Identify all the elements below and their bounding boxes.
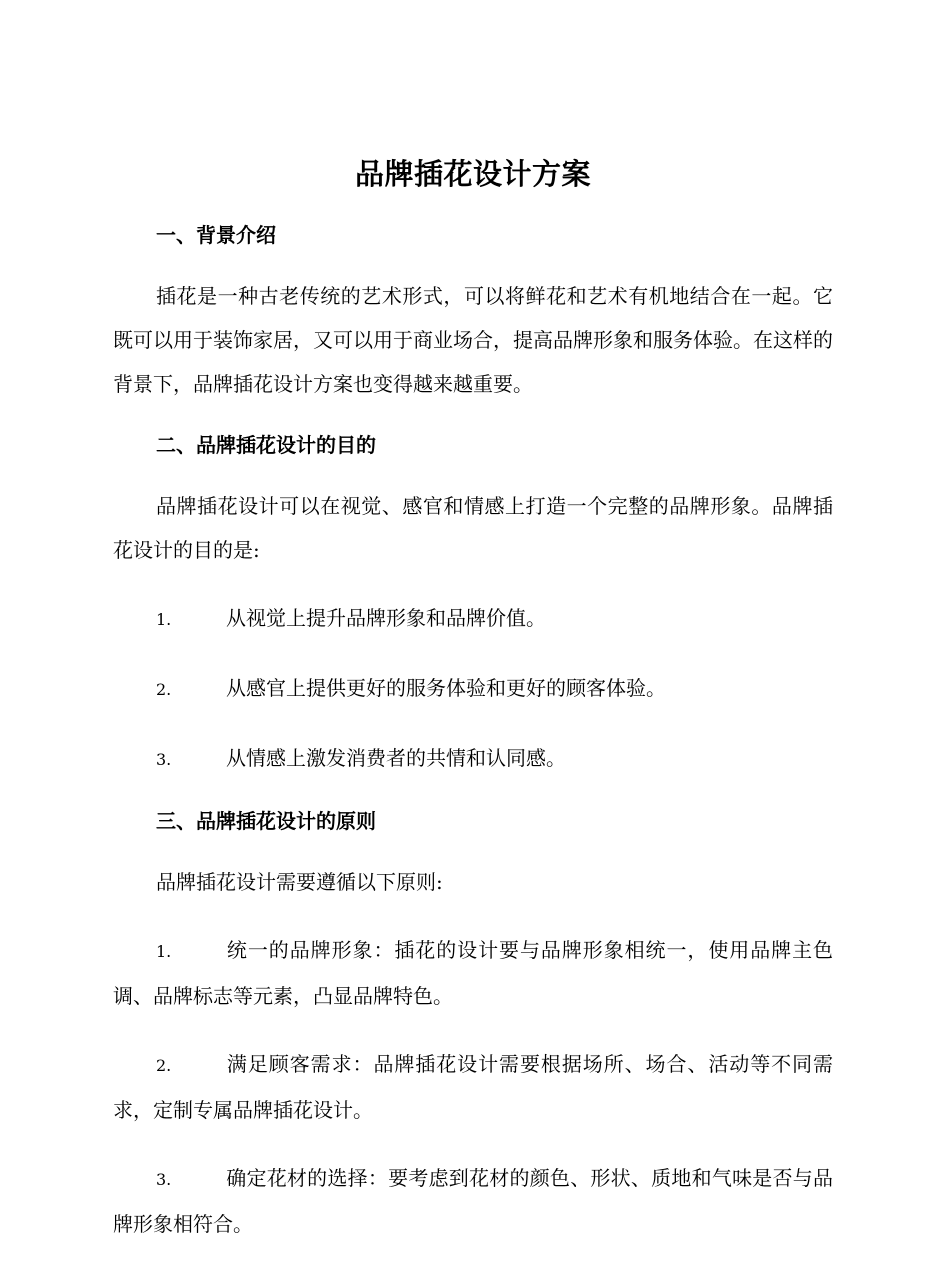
- list-text: 确定花材的选择：要考虑到花材的颜色、形状、质地和气味是否与品牌形象相符合。: [113, 1166, 833, 1236]
- list-item: [113, 928, 833, 1018]
- list-number: 2.: [156, 1056, 172, 1075]
- list-item: [113, 666, 833, 712]
- list-text: 满足顾客需求：品牌插花设计需要根据场所、场合、活动等不同需求，定制专属品牌插花设计。: [113, 1052, 833, 1122]
- section-paragraph-purpose: 品牌插花设计可以在视觉、感官和情感上打造一个完整的品牌形象。品牌插花设计的目的是:: [113, 494, 833, 562]
- list-text: 从情感上激发消费者的共情和认同感。: [226, 746, 566, 770]
- list-number: 1.: [156, 610, 172, 629]
- list-number: 3.: [156, 1170, 172, 1189]
- section-heading-principles: 三、品牌插花设计的原则: [156, 809, 376, 833]
- section-heading-background: 一、背景介绍: [156, 223, 276, 247]
- list-item: [113, 1042, 833, 1132]
- section-paragraph-principles: 品牌插花设计需要遵循以下原则:: [156, 870, 443, 894]
- list-item: [113, 1156, 833, 1246]
- list-text: 从感官上提供更好的服务体验和更好的顾客体验。: [226, 676, 666, 700]
- list-text: 从视觉上提升品牌形象和品牌价值。: [226, 606, 546, 630]
- list-item: [113, 596, 833, 642]
- document-title: 品牌插花设计方案: [354, 157, 591, 191]
- list-number: 3.: [156, 750, 172, 769]
- list-text: 统一的品牌形象：插花的设计要与品牌形象相统一，使用品牌主色调、品牌标志等元素，凸显品牌特色。: [113, 938, 833, 1008]
- section-paragraph-background: 插花是一种古老传统的艺术形式，可以将鲜花和艺术有机地结合在一起。它既可以用于装饰家居，又可以用于商业场合，提高品牌形象和服务体验。在这样的背景下，品牌插花设计方案也变得越来越重要。: [113, 284, 833, 396]
- list-number: 2.: [156, 680, 172, 699]
- list-number: 1.: [156, 942, 172, 961]
- document-page: [113, 150, 833, 1270]
- list-item: [113, 736, 833, 782]
- section-heading-purpose: 二、品牌插花设计的目的: [156, 433, 376, 457]
